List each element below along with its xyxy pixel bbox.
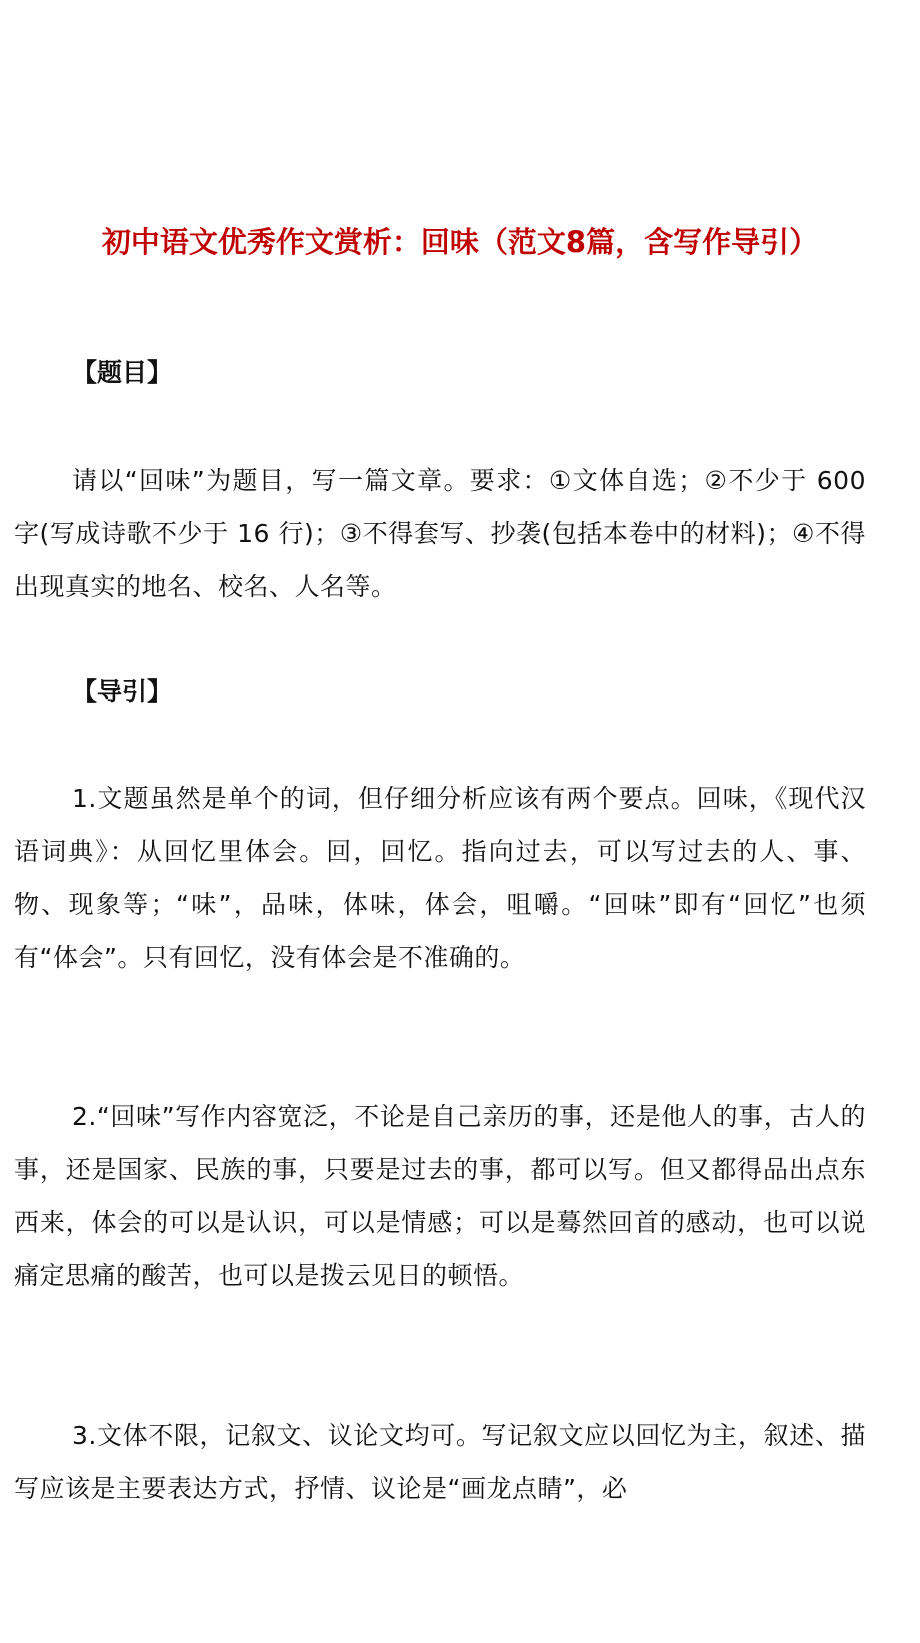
paragraph-topic-requirements: 请以“回味”为题目，写一篇文章。要求：①文体自选；②不少于 600 字(写成诗歌不少于 16 行)；③不得套写、抄袭(包括本卷中的材料)；④不得出现真实的地名、校名、人名等。 — [14, 466, 866, 601]
document-title: 初中语文优秀作文赏析：回味（范文8篇，含写作导引） — [101, 225, 819, 259]
section-heading-topic: 【题目】 — [72, 358, 173, 387]
section-heading-guide: 【导引】 — [72, 677, 173, 706]
paragraph-guide-2: 2.“回味”写作内容宽泛，不论是自己亲历的事，还是他人的事，古人的事，还是国家、民族的事，只要是过去的事，都可以写。但又都得品出点东西来，体会的可以是认识，可以是情感；可以是蓦然回首的感动，也可以说痛定思痛的酸苦，也可以是拨云见日的顿悟。 — [14, 1102, 866, 1290]
paragraph-guide-1: 1.文题虽然是单个的词，但仔细分析应该有两个要点。回味，《现代汉语词典》：从回忆里体会。回，回忆。指向过去，可以写过去的人、事、物、现象等；“味”，品味，体味，体会，咀嚼。“回味”即有“回忆”也须有“体会”。只有回忆，没有体会是不准确的。 — [14, 784, 866, 972]
paragraph-guide-3: 3.文体不限，记叙文、议论文均可。写记叙文应以回忆为主，叙述、描写应该是主要表达方式，抒情、议论是“画龙点睛”，必 — [14, 1421, 866, 1503]
